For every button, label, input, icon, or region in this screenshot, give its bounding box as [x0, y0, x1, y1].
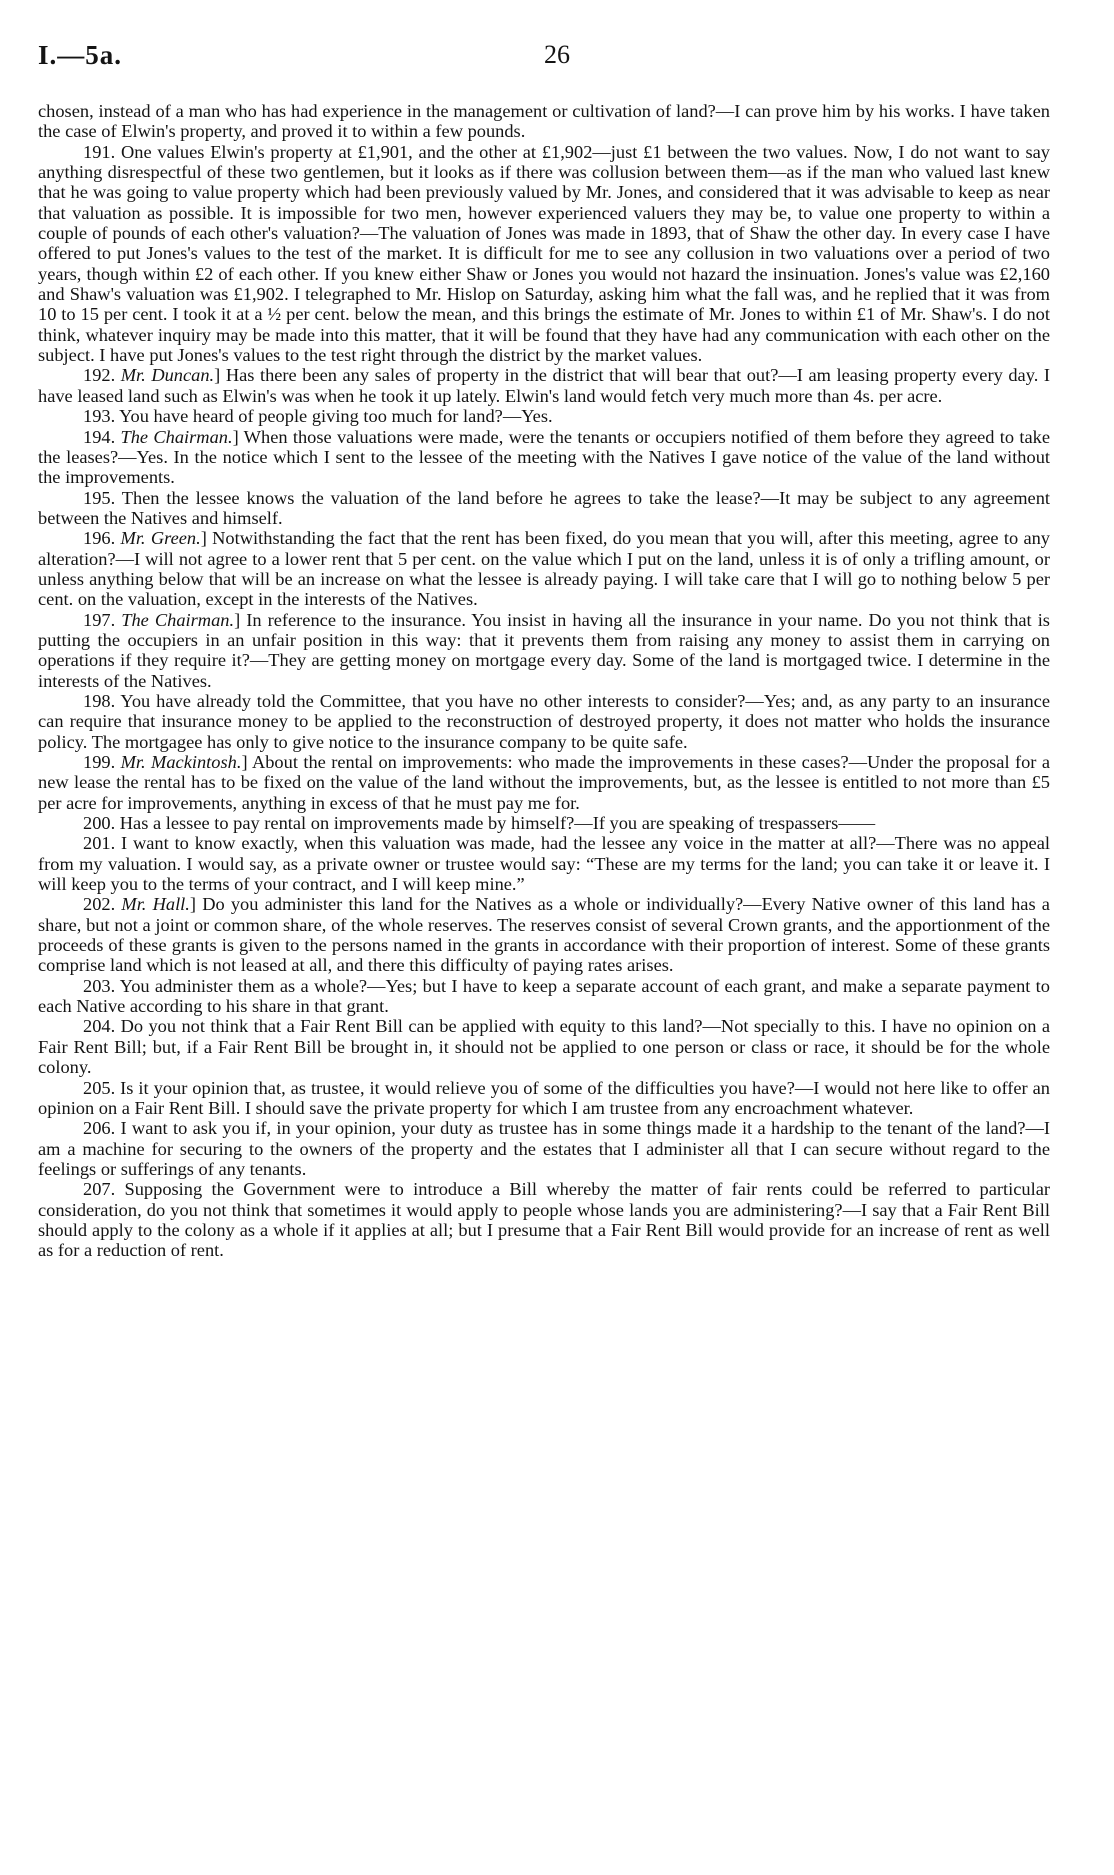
speaker-name: Mr. Mackintosh. — [120, 752, 242, 772]
document-body — [38, 101, 1050, 1261]
paragraph-continuation: chosen, instead of a man who has had experience in the management or cultivation of land?—I can prove him by his works. I have taken the case of Elwin's property, and proved it to within a few pounds. — [38, 101, 1050, 142]
paragraph-193: 193. You have heard of people giving too much for land?—Yes. — [83, 406, 553, 427]
paragraph-192: 192. Mr. Duncan.] Has there been any sales of property in the district that will bear that out?—I am leasing property every day. I have leased land such as Elwin's was when he took it up lately. Elwin's land would fetch very much more than 4s. per acre. — [38, 365, 1050, 406]
paragraph-194: 194. The Chairman.] When those valuations were made, were the tenants or occupiers notified of them before they agreed to take the leases?—Yes. In the notice which I sent to the lessee of the meeting with the Natives I gave notice of the value of the land without the improvements. — [38, 426, 1050, 488]
paragraph-203: 203. You administer them as a whole?—Yes; but I have to keep a separate account of each grant, and make a separate payment to each Native according to his share in that grant. — [38, 975, 1050, 1017]
paragraph-206: 206. I want to ask you if, in your opinion, your duty as trustee has in some things made it a hardship to the tenant of the land?—I am a machine for securing to the owners of the property and the estates that I administer all that I can secure without regard to the feelings or sufferings of any tenants. — [38, 1118, 1050, 1179]
paragraph-191: 191. One values Elwin's property at £1,901, and the other at £1,902—just £1 between the two values. Now, I do not want to say anything disrespectful of these two gentlemen, but it looks as if there was collusion between them—as if the man who valued last knew that he was going to value property which had been previously valued by Mr. Jones, and considered that it was advisable to keep as near that valuation as possible. It is impossible for two men, however experienced valuers they may be, to value one property to within a couple of pounds of each other's valuation?—The valuation of Jones was made in 1893, that of Shaw the other day. In every case I have offered to put Jones's values to the test of the market. It is difficult for me to see any collusion in two valuations over a period of two years, though within £2 of each other. If you knew either Shaw or Jones you would not hazard the insinuation. Jones's value was £2,160 and Shaw's valuation was £1,902. I telegraphed to Mr. Hislop on Saturday, asking him what the fall was, and he replied that it was from 10 to 15 per cent. I took it at a ½ per cent. below the mean, and this brings the estimate of Mr. Jones to within £1 of Mr. Shaw's. I do not think, whatever inquiry may be made into this matter, that it will be found that they have had any communication with each other on the subject. I have put Jones's values to the test right through the district by the market values. — [38, 141, 1050, 366]
paragraph-198: 198. You have already told the Committee, that you have no other interests to consider?—Yes; and, as any party to an insurance can require that insurance money to be applied to the reconstruction of destroyed property, it does not matter who holds the insurance policy. The mortgagee has only to give notice to the insurance company to be quite safe. — [38, 690, 1050, 752]
paragraph-204: 204. Do you not think that a Fair Rent Bill can be applied with equity to this land?—Not specially to this. I have no opinion on a Fair Rent Bill; but, if a Fair Rent Bill be brought in, it should not be applied to one person or class or race, it should be for the whole colony. — [38, 1016, 1050, 1078]
page-header — [38, 40, 1076, 80]
speaker-name: The Chairman. — [121, 609, 235, 630]
paragraph-195: 195. Then the lessee knows the valuation of the land before he agrees to take the lease?—It may be subject to any agreement between the Natives and himself. — [38, 487, 1050, 528]
paragraph-201: 201. I want to know exactly, when this valuation was made, had the lessee any voice in the matter at all?—There was no appeal from my valuation. I would say, as a private owner or trustee would say: “These are my terms for the land; you can take it or leave it. I will keep you to the terms of your contract, and I will keep mine.” — [38, 833, 1050, 895]
page-number: 26 — [544, 40, 570, 69]
paragraph-207: 207. Supposing the Government were to introduce a Bill whereby the matter of fair rents could be referred to particular consideration, do you not think that sometimes it would apply to people whose lands you are administering?—I say that a Fair Rent Bill should apply to the colony as a whole if it applies at all; but I presume that a Fair Rent Bill would provide for an increase of rent as well as for a reduction of rent. — [38, 1179, 1050, 1261]
speaker-name: The Chairman. — [120, 426, 233, 447]
paragraph-199: 199. Mr. Mackintosh.] About the rental on improvements: who made the improvements in these cases?—Under the proposal for a new lease the rental has to be fixed on the value of the land without the improvements, but, as the lessee is entitled to not more than £5 per acre for improvements, anything in excess of that he must pay me for. — [38, 752, 1050, 813]
paragraph-202: 202. Mr. Hall.] Do you administer this land for the Natives as a whole or individually?—Every Native owner of this land has a share, but not a joint or common share, of the whole reserves. The reserves consist of several Crown grants, and the apportionment of the proceeds of these grants is given to the persons named in the grants in accordance with their proportion of interest. Some of these grants comprise land which is not leased at all, and there this difficulty of paying rates arises. — [38, 894, 1050, 976]
speaker-name: Mr. Green. — [120, 528, 201, 549]
speaker-name: Mr. Duncan. — [120, 365, 215, 386]
speaker-name: Mr. Hall. — [121, 894, 190, 915]
paragraph-196: 196. Mr. Green.] Notwithstanding the fact that the rent has been fixed, do you mean that you will, after this meeting, agree to any alteration?—I will not agree to a lower rent that 5 per cent. on the value which I put on the land, unless it is of only a trifling amount, or unless anything below that will be an increase on what the lessee is already paying. I will take care that I will go to nothing below 5 per cent. on the valuation, except in the interests of the Natives. — [38, 528, 1050, 610]
paragraph-197: 197. The Chairman.] In reference to the insurance. You insist in having all the insurance in your name. Do you not think that is putting the occupiers in an unfair position in this way: that it prevents them from raising any money to assist them in carrying on operations if they require it?—They are getting money on mortgage every day. Some of the land is mortgaged twice. I determine in the interests of the Natives. — [38, 609, 1050, 691]
document-reference: I.—5a. — [38, 40, 123, 70]
paragraph-200: 200. Has a lessee to pay rental on improvements made by himself?—If you are speaking of trespassers—— — [83, 813, 876, 834]
paragraph-205: 205. Is it your opinion that, as trustee, it would relieve you of some of the difficulties you have?—I would not here like to offer an opinion on a Fair Rent Bill. I should save the private property for which I am trustee from any encroachment whatever. — [38, 1077, 1050, 1118]
